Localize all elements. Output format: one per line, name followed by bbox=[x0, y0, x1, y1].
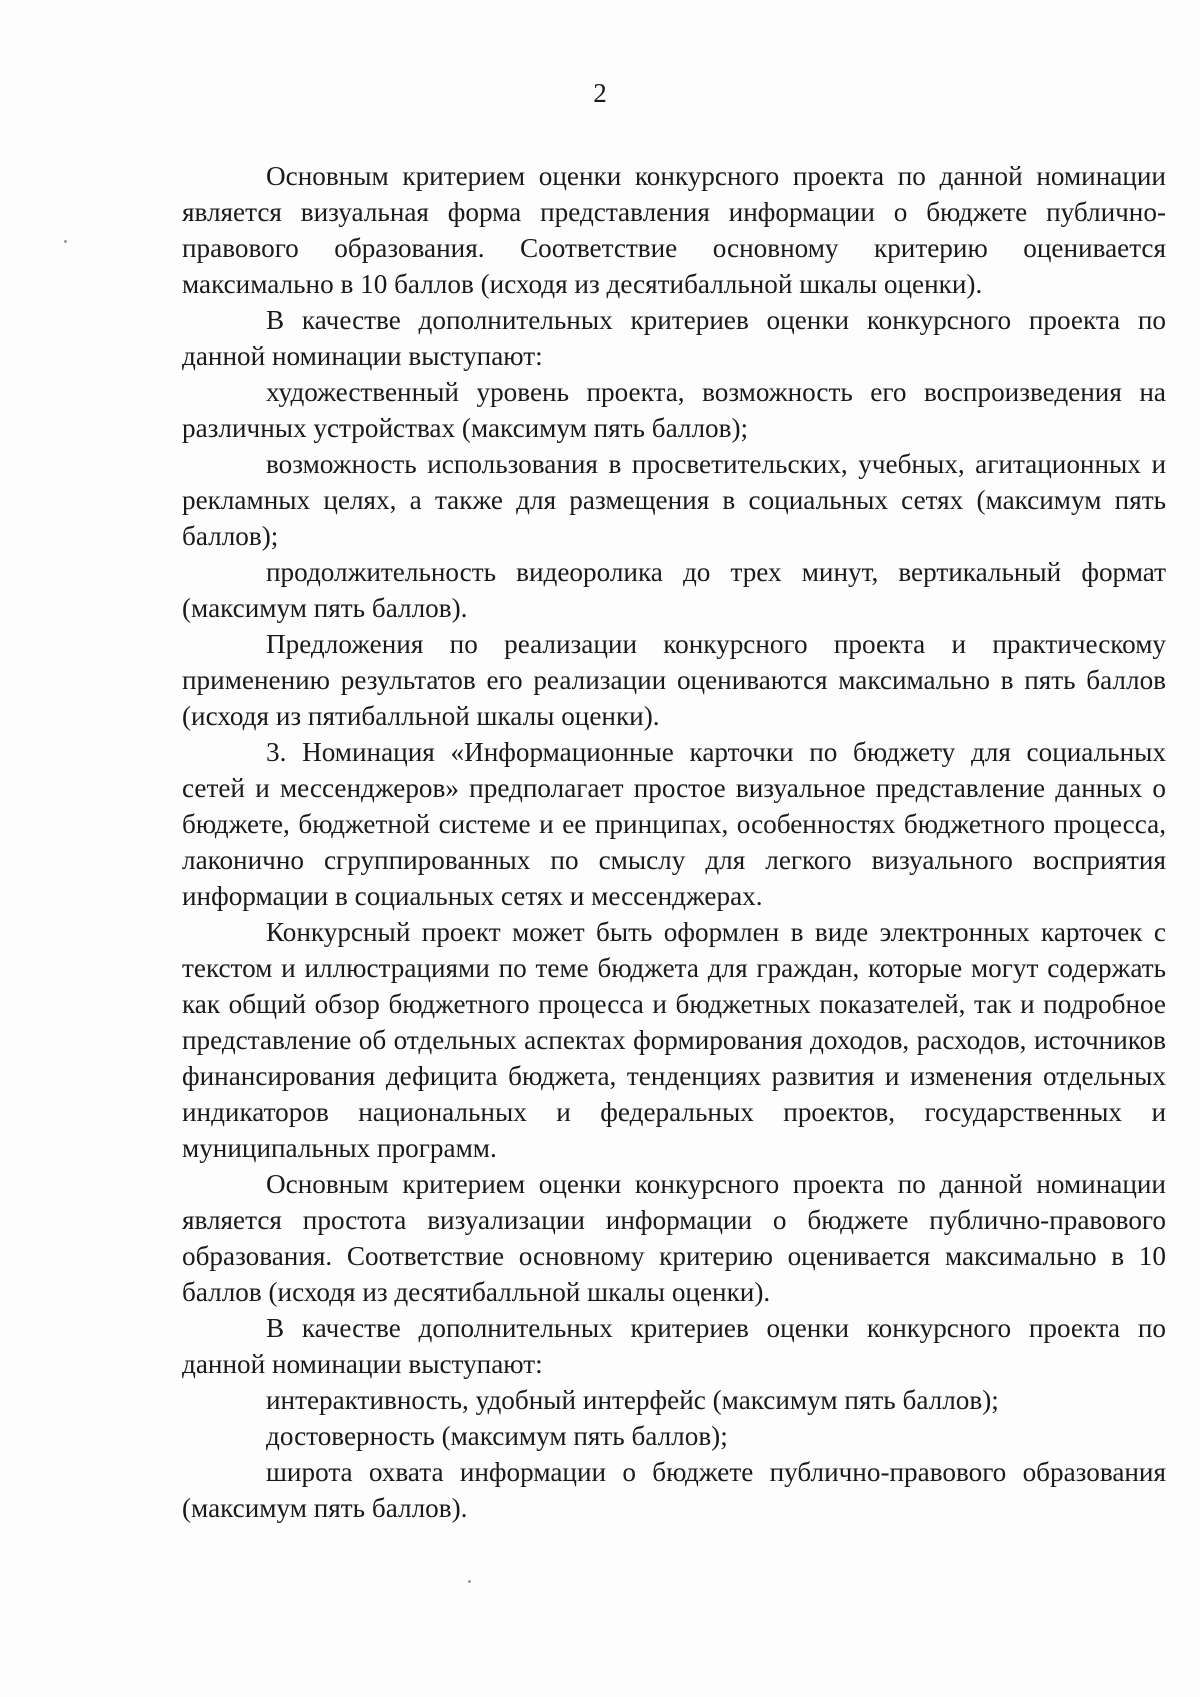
paragraph-additional-criteria-intro: В качестве дополнительных критериев оценки конкурсного проекта по данной номинации выступают: bbox=[182, 305, 1166, 371]
document-body bbox=[182, 158, 1166, 1526]
paragraph-video-duration: продолжительность видеоролика до трех минут, вертикальный формат (максимум пять баллов). bbox=[182, 557, 1166, 623]
paragraph-usage-possibility: возможность использования в просветительских, учебных, агитационных и рекламных целях, а также для размещения в социальных сетях (максимум пять баллов); bbox=[182, 449, 1166, 551]
page-number: 2 bbox=[593, 78, 607, 108]
paragraph-implementation-proposals: Предложения по реализации конкурсного проекта и практическому применению результатов его реализации оцениваются максимально в пять баллов (исходя из пятибалльной шкалы оценки). bbox=[182, 629, 1166, 731]
paragraph-main-criterion-cards: Основным критерием оценки конкурсного проекта по данной номинации является простота визуализации информации о бюджете публично-правового образования. Соответствие основному критерию оценивается максимально в 10 баллов (исходя из десятибалльной шкалы оценки). bbox=[182, 1169, 1166, 1307]
paragraph-nomination-3: 3. Номинация «Информационные карточки по бюджету для социальных сетей и мессенджеров» предполагает простое визуальное представление данных о бюджете, бюджетной системе и ее принципах, особенностях бюджетного процесса, лаконично сгруппированных по смыслу для легкого визуального восприятия информации в социальных сетях и мессенджерах. bbox=[182, 737, 1166, 911]
paragraph-main-criterion-video: Основным критерием оценки конкурсного проекта по данной номинации является визуальная форма представления информации о бюджете публично-правового образования. Соответствие основному критерию оценивается максимально в 10 баллов (исходя из десятибалльной шкалы оценки). bbox=[182, 161, 1166, 299]
scan-speck bbox=[64, 240, 67, 243]
paragraph-artistic-level: художественный уровень проекта, возможность его воспроизведения на различных устройствах (максимум пять баллов); bbox=[182, 377, 1166, 443]
paragraph-additional-criteria-intro-2: В качестве дополнительных критериев оценки конкурсного проекта по данной номинации выступают: bbox=[182, 1313, 1166, 1379]
paragraph-reliability: достоверность (максимум пять баллов); bbox=[266, 1421, 728, 1451]
paragraph-project-format: Конкурсный проект может быть оформлен в виде электронных карточек с текстом и иллюстрациями по теме бюджета для граждан, которые могут содержать как общий обзор бюджетного процесса и бюджетных показателей, так и подробное представление об отдельных аспектах формирования доходов, расходов, источников финансирования дефицита бюджета, тенденциях развития и изменения отдельных индикаторов национальных и федеральных проектов, государственных и муниципальных программ. bbox=[182, 917, 1166, 1163]
paragraph-interactivity: интерактивность, удобный интерфейс (максимум пять баллов); bbox=[266, 1385, 999, 1415]
scan-speck bbox=[468, 1580, 471, 1583]
paragraph-coverage: широта охвата информации о бюджете публично-правового образования (максимум пять баллов). bbox=[182, 1457, 1166, 1523]
